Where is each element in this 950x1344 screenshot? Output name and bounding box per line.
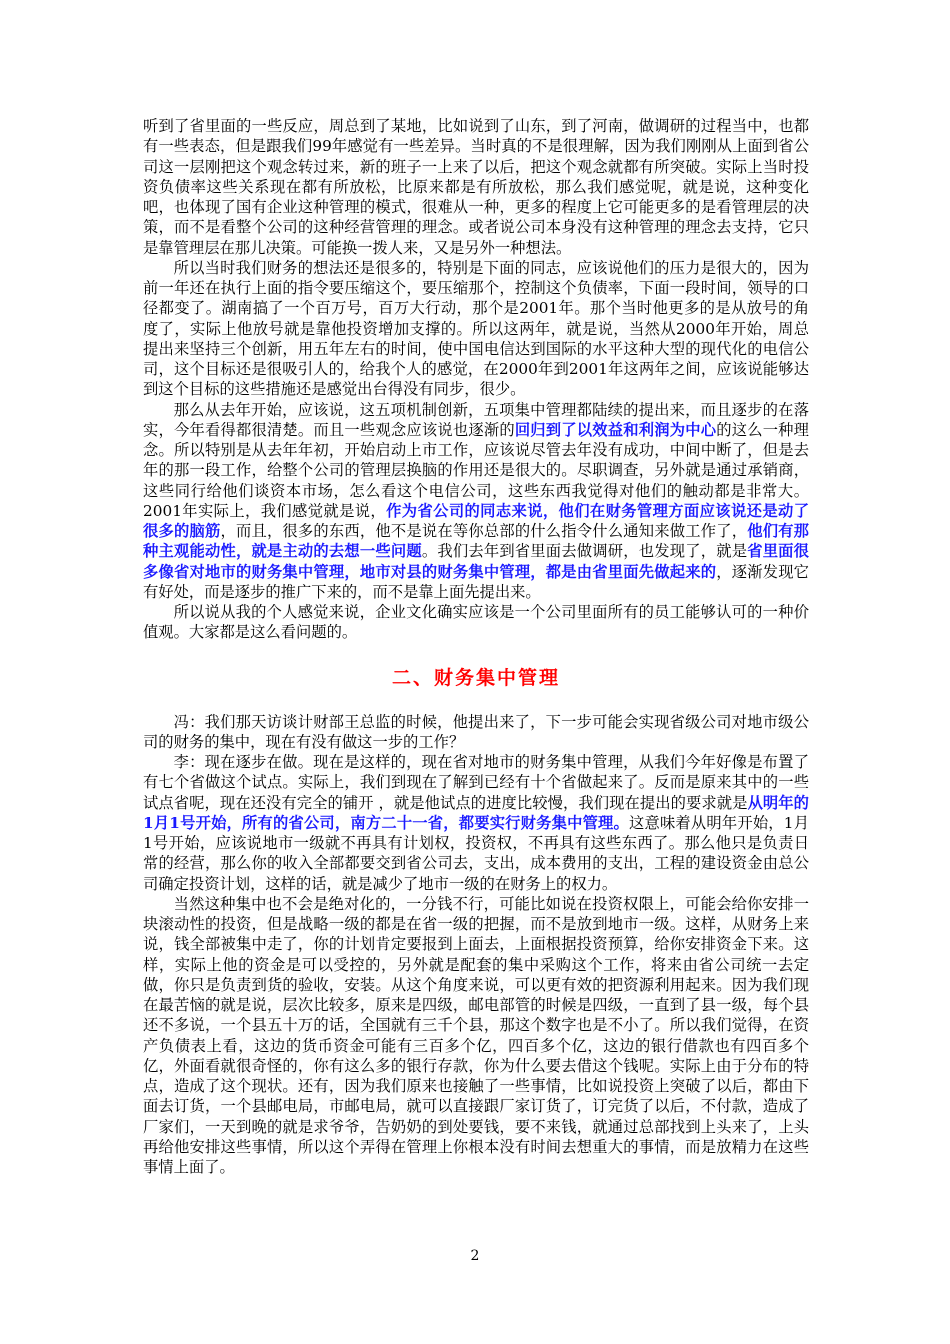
paragraph [143,752,809,894]
paragraph: 听到了省里面的一些反应，周总到了某地，比如说到了山东，到了河南，做调研的过程当中，也都有一些表态，但是跟我们99年感觉有一些差异。当时真的不是很理解，因为我们刚刚从上面到省公司这一层刚把这个观念转过来，新的班子一上来了以后，把这个观念就都有所突破。实际上当时投资负债率这些关系现在都有所放松，比原来都是有所放松，那么我们感觉呢，就是说，这种变化吧，也体现了国有企业这种管理的模式，很难从一种，更多的程度上它可能更多的是看管理层的决策，而不是看整个公司的这种经营管理的理念。或者说公司本身没有这种管理的理念去支持，它只是靠管理层在那儿决策。可能换一拨人来，又是另外一种想法。 [143,117,809,257]
highlighted-text: 作为省公司的同志来说，他们在财务管理方面应该说还是动了很多的脑筋 [143,501,809,540]
highlighted-text: 从明年的1月1号开始，所有的省公司，南方二十一省，都要实行财务集中管理。 [143,793,809,832]
text-run: ，逐渐发现它有好处，而是逐步的推广下来的，而不是靠上面先提出来。 [143,562,809,601]
paragraph: 冯：我们那天访谈计财部王总监的时候，他提出来了，下一步可能会实现省级公司对地市级公司的财务的集中，现在有没有做这一步的工作？ [143,712,809,751]
highlighted-text: 他们有那种主观能动性，就是主动的去想一些问题 [143,522,809,561]
section-heading: 二、财务集中管理 [391,666,560,689]
text-run: 这意味着从明年开始，1月1号开始，应该说地市一级就不再具有计划权，投资权，不再具有这些东西了。那么他只是负责日常的经营，那么你的收入全部都要交到省公司去，支出，成本费用的支出，工程的建设资金由总公司确定投资计划，这样的话，就是减少了地市一级的在财务上的权力。 [143,813,809,893]
text-run: ，而且，很多的东西，他不是说在等你总部的什么指令什么通知来做工作了， [220,522,748,540]
text-run: 的这么一种理念。所以特别是从去年年初，开始启动上市工作，应该说尽管去年没有成功，中间中断了，但是去年的那一段工作，给整个公司的管理层换脑的作用还是很大的。尽职调查，另外就是通过承销商，这些同行给他们谈资本市场，怎么看这个电信公司，这些东西我觉得对他们的触动都是非常大。2001年实际上，我们感觉就是说， [143,420,809,520]
page-number: 2 [470,1248,480,1264]
highlighted-text: 回归到了以效益和利润为中心 [514,420,717,439]
paragraph: 当然这种集中也不会是绝对化的，一分钱不行，可能比如说在投资权限上，可能会给你安排一块滚动性的投资，但是战略一级的都是在省一级的把握，而不是放到地市一级。这样，从财务上来说，钱全部被集中走了，你的计划肯定要报到上面去，上面根据投资预算，给你安排资金下来。这样，实际上他的资金是可以受控的，另外就是配套的集中采购这个工作，将来由省公司统一去定做，你只是负责到货的验收，安装。从这个角度来说，可以更有效的把资源利用起来。因为我们现在最苦恼的就是说，层次比较多，原来是四级，邮电部管的时候是四级，一直到了县一级，每个县还不多说，一个县五十万的话，全国就有三千个县，那这个数字也是不小了。所以我们觉得，在资产负债表上看，这边的货币资金可能有三百多个亿，四百多个亿，这边的银行借款也有四百多个亿，外面看就很奇怪的，你有这么多的银行存款，你为什么要去借这个钱呢。实际上由于分布的特点，造成了这个现状。还有，因为我们原来也接触了一些事情，比如说投资上突破了以后，都由下面去订货，一个县邮电局，市邮电局，就可以直接跟厂家订货了，订完货了以后，不付款，造成了厂家们，一天到晚的就是求爷爷，告奶奶的到处要钱，要不来钱，就通过总部找到上头来了，上头再给他安排这些事情，所以这个弄得在管理上你根本没有时间去想重大的事情，而是放精力在这些事情上面了。 [143,894,809,1176]
paragraph: 所以当时我们财务的想法还是很多的，特别是下面的同志，应该说他们的压力是很大的，因为前一年还在执行上面的指令要压缩这个，要压缩那个，控制这个负债率，下面一段时间，领导的口径都变了。湖南搞了一个百万号，百万大行动，那个是2001年。那个当时他更多的是从放号的角度了，实际上他放号就是靠他投资增加支撑的。所以这两年，就是说，当然从2000年开始，周总提出来坚持三个创新，用五年左右的时间，使中国电信达到国际的水平这种大型的现代化的电信公司，这个目标还是很吸引人的，给我个人的感觉，在2000年到2001年这两年之间，应该说能够达到这个目标的这些措施还是感觉出台得没有同步，很少。 [143,258,809,399]
text-run: 李：现在逐步在做。现在是这样的，现在省对地市的财务集中管理，从我们今年好像是布置了有七个省做这个试点。实际上，我们到现在了解到已经有十个省做起来了。反而是原来其中的一些试点省呢，现在还没有完全的铺开 ，就是他试点的进度比较慢，我们现在提出的要求就是 [143,753,809,812]
paragraph [143,400,809,603]
text-run: 。我们去年到省里面去做调研，也发现了，就是 [421,542,748,561]
highlighted-text: 省里面很多像省对地市的财务集中管理，地市对县的财务集中管理，都是由省里面先做起来的 [143,542,809,581]
text-run: 那么从去年开始，应该说，这五项机制创新，五项集中管理都陆续的提出来，而且逐步的在落实，今年看得都很清楚。而且一些观念应该说也逐渐的 [143,400,809,439]
document-body [143,116,809,1177]
paragraph: 所以说从我的个人感觉来说，企业文化确实应该是一个公司里面所有的员工能够认可的一种价值观。大家都是这么看问题的。 [143,603,809,642]
